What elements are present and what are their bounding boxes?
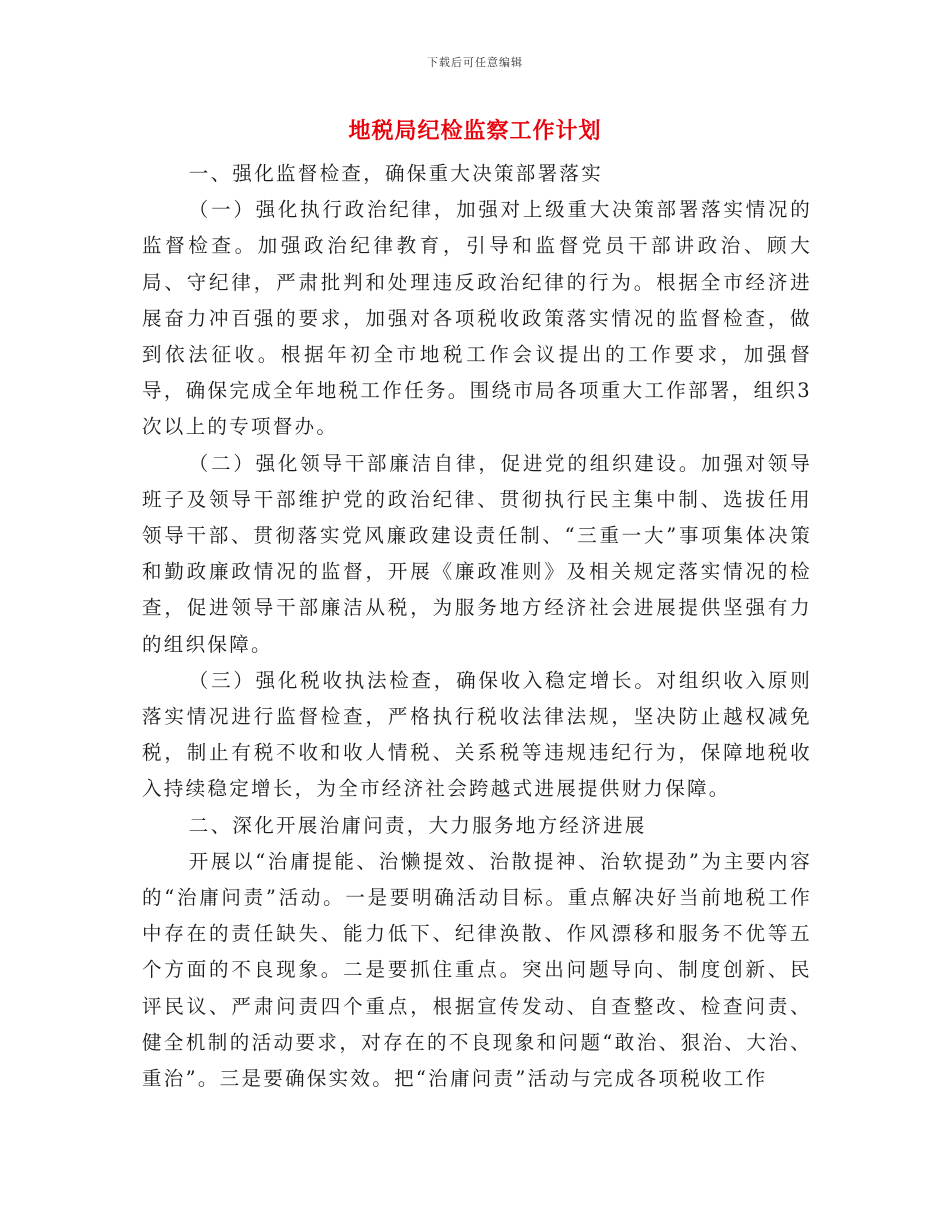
document-title: 地税局纪检监察工作计划 — [348, 118, 602, 144]
paragraph-1-3: （三）强化税收执法检查，确保收入稳定增长。对组织收入原则落实情况进行监督检查，严格执行税收法律法规，坚决防止越权减免税，制止有税不收和收人情税、关系税等违规违纪行为，保障地税收入持续稳定增长，为全市经济社会跨越式进展提供财力保障。 — [142, 668, 812, 801]
section-heading-2: 二、深化开展治庸问责，大力服务地方经济进展 — [188, 813, 647, 837]
page-header-note: 下载后可任意编辑 — [427, 56, 523, 69]
paragraph-2-1: 开展以“治庸提能、治懒提效、治散提神、治软提劲”为主要内容的“治庸问责”活动。一是要明确活动目标。重点解决好当前地税工作中存在的责任缺失、能力低下、纪律涣散、作风漂移和服务不优等五个方面的不良现象。二是要抓住重点。突出问题导向、制度创新、民评民议、严肃问责四个重点，根据宣传发动、自查整改、检查问责、健全机制的活动要求，对存在的不良现象和问题“敢治、狠治、大治、重治”。三是要确保实效。把“治庸问责”活动与完成各项税收工作 — [142, 849, 812, 1091]
paragraph-1-2: （二）强化领导干部廉洁自律，促进党的组织建设。加强对领导班子及领导干部维护党的政治纪律、贯彻执行民主集中制、选拔任用领导干部、贯彻落实党风廉政建设责任制、“三重一大”事项集体决策和勤政廉政情况的监督，开展《廉政准则》及相关规定落实情况的检查，促进领导干部廉洁从税，为服务地方经济社会进展提供坚强有力的组织保障。 — [142, 451, 812, 656]
section-heading-1: 一、强化监督检查，确保重大决策部署落实 — [188, 162, 603, 185]
document-body — [142, 156, 812, 1097]
paragraph-1-1: （一）强化执行政治纪律，加强对上级重大决策部署落实情况的监督检查。加强政治纪律教育，引导和监督党员干部讲政治、顾大局、守纪律，严肃批判和处理违反政治纪律的行为。根据全市经济进展奋力冲百强的要求，加强对各项税收政策落实情况的监督检查，做到依法征收。根据年初全市地税工作会议提出的工作要求，加强督导，确保完成全年地税工作任务。围绕市局各项重大工作部署，组织3次以上的专项督办。 — [142, 198, 812, 439]
